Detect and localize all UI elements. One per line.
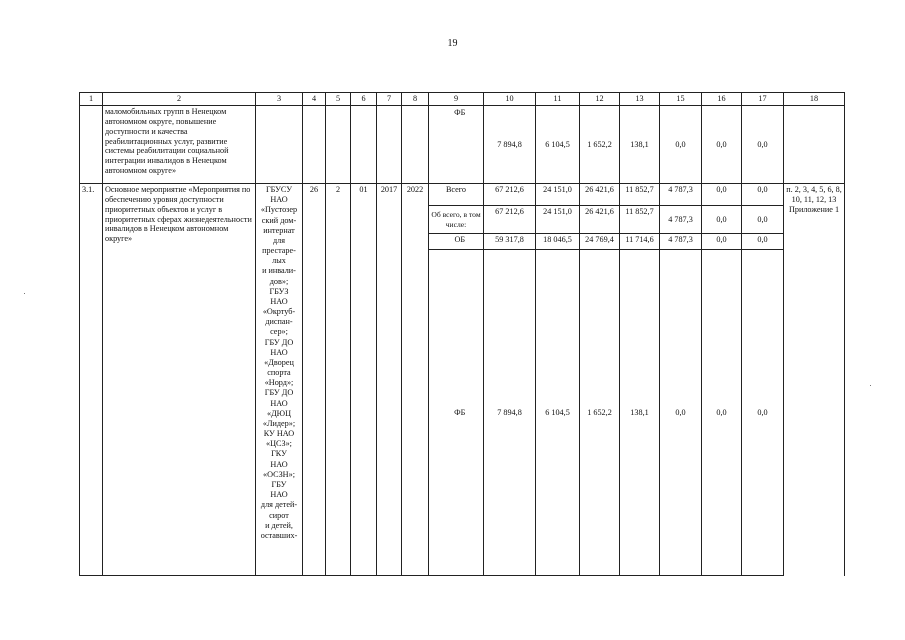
value-col12: 1 652,2	[580, 106, 620, 184]
executor-line: лых	[272, 256, 286, 266]
col4-value: 26	[303, 184, 326, 576]
executor-line: сирот	[269, 510, 289, 520]
total-col11: 24 151,0	[536, 184, 580, 206]
regional-col15: 4 787,3	[660, 206, 702, 234]
executor-line: ГБУ ДО	[264, 388, 294, 398]
fb-col15: 0,0	[660, 250, 702, 576]
col-header-16: 16	[702, 93, 742, 106]
fb-col12: 1 652,2	[580, 250, 620, 576]
value-col13: 138,1	[620, 106, 660, 184]
executor-line: КУ НАО	[263, 429, 295, 439]
executor-line: НАО	[270, 459, 288, 469]
executor-line: «ДЮЦ	[266, 408, 291, 418]
executor-line: ГБУ	[271, 479, 287, 489]
total-col13: 11 852,7	[620, 184, 660, 206]
col5-value: 2	[326, 184, 351, 576]
col-header-2: 2	[103, 93, 256, 106]
executor-line: для детей-	[260, 500, 298, 510]
regional-col11: 24 151,0	[536, 206, 580, 234]
executor-line: «ОСЗН»;	[263, 469, 295, 479]
funding-source: ФБ	[437, 106, 484, 184]
executor-line: интернат	[263, 225, 295, 235]
executor-line: «Лидер»;	[262, 418, 296, 428]
executor-line: ГКУ	[271, 449, 287, 459]
fb-col13: 138,1	[620, 250, 660, 576]
executor-line: ГБУСУ	[265, 185, 293, 194]
program-table	[79, 92, 845, 576]
col-header-11: 11	[536, 93, 580, 106]
total-col15: 4 787,3	[660, 184, 702, 206]
measure-name: Основное мероприятие «Мероприятия по обеспечению уровня доступности приоритетных объектов и услуг в приоритетных сферах жизнедеятельности инвалидов в Ненецком автономном округе»	[103, 184, 256, 576]
executor-line: престаре-	[262, 246, 296, 256]
executor-line: НАО	[270, 398, 288, 408]
executor-line: спорта	[267, 368, 291, 378]
col-header-12: 12	[580, 93, 620, 106]
funding-source-total: Всего	[429, 184, 484, 206]
scan-speck	[870, 385, 871, 386]
measure-number: 3.1.	[80, 184, 103, 576]
col-header-3: 3	[256, 93, 303, 106]
col-header-10: 10	[484, 93, 536, 106]
cell-number	[80, 106, 103, 184]
executor-line: сер»;	[270, 327, 288, 337]
executor-line: «Окртуб-	[262, 307, 296, 317]
regional-col10: 67 212,6	[484, 206, 536, 234]
ob-col11: 18 046,5	[536, 234, 580, 250]
col-header-8: 8	[402, 93, 429, 106]
total-col16: 0,0	[702, 184, 742, 206]
executor-line: «Норд»;	[264, 378, 294, 388]
executors-list	[258, 185, 300, 541]
fb-col10: 7 894,8	[484, 250, 536, 576]
ob-col10: 59 317,8	[484, 234, 536, 250]
fb-col16: 0,0	[702, 250, 742, 576]
ob-col13: 11 714,6	[620, 234, 660, 250]
executor-line: ский дом-	[261, 215, 297, 225]
appendix-reference: Приложение 1	[788, 204, 840, 214]
page-number: 19	[447, 38, 458, 49]
measure-name-continued: маломобильных групп в Ненецком автономном округе, повышение доступности и качества реабилитационных услуг, развитие системы реабилитации социальной интеграции инвалидов в Ненецком автономном округе»	[103, 106, 256, 184]
col-header-1: 1	[80, 93, 103, 106]
funding-source-fb: ФБ	[437, 250, 484, 576]
col-header-15: 15	[660, 93, 702, 106]
col-header-4: 4	[303, 93, 326, 106]
executor-line: НАО	[270, 195, 288, 205]
col-header-18: 18	[784, 93, 845, 106]
executor-line: «Пустозер	[260, 205, 298, 215]
value-col15: 0,0	[660, 106, 702, 184]
executor-line: для	[272, 235, 286, 245]
funding-source-regional-total: Об всего, в том числе:	[429, 206, 484, 234]
value-col10: 7 894,8	[484, 106, 536, 184]
paragraph-references: п. 2, 3, 4, 5, 6, 8, 10, 11, 12, 13	[786, 185, 842, 204]
executor-line: НАО	[270, 347, 288, 357]
executor-line: и детей,	[265, 520, 293, 530]
value-col17: 0,0	[742, 106, 784, 184]
fb-col17: 0,0	[742, 250, 784, 576]
col-header-17: 17	[742, 93, 784, 106]
funding-source-ob: ОБ	[437, 234, 484, 250]
column-number-row	[80, 93, 845, 106]
total-col10: 67 212,6	[484, 184, 536, 206]
col18-references	[784, 184, 845, 576]
fb-col11: 6 104,5	[536, 250, 580, 576]
ob-col16: 0,0	[702, 234, 742, 250]
year-end: 2022	[402, 184, 429, 576]
col-header-9: 9	[429, 93, 484, 106]
executor-line: оставших-	[260, 530, 298, 540]
ob-col15: 4 787,3	[660, 234, 702, 250]
total-col17: 0,0	[742, 184, 784, 206]
col-header-5: 5	[326, 93, 351, 106]
executor-line: «ЦСЗ»;	[266, 439, 292, 449]
regional-col13: 11 852,7	[620, 206, 660, 234]
col-header-13: 13	[620, 93, 660, 106]
regional-col17: 0,0	[742, 206, 784, 234]
executor-line: диспан-	[265, 317, 293, 327]
executors-cell	[256, 184, 303, 576]
executor-line: и инвали-	[262, 266, 296, 276]
col-header-6: 6	[351, 93, 377, 106]
col-header-7: 7	[377, 93, 402, 106]
ob-col12: 24 769,4	[580, 234, 620, 250]
executor-line: НАО	[270, 296, 288, 306]
measure-row-total	[80, 184, 845, 206]
executor-line: «Дворец	[264, 357, 294, 367]
regional-col16: 0,0	[702, 206, 742, 234]
total-col12: 26 421,6	[580, 184, 620, 206]
executor-line: дов»;	[269, 276, 289, 286]
continued-row	[80, 106, 845, 184]
scan-speck	[24, 293, 25, 294]
executor-line: ГБУЗ	[269, 286, 289, 296]
value-col11: 6 104,5	[536, 106, 580, 184]
ob-col17: 0,0	[742, 234, 784, 250]
executor-line: НАО	[270, 490, 288, 500]
value-col16: 0,0	[702, 106, 742, 184]
executor-line: ГБУ ДО	[264, 337, 294, 347]
col6-value: 01	[351, 184, 377, 576]
year-start: 2017	[377, 184, 402, 576]
regional-col12: 26 421,6	[580, 206, 620, 234]
